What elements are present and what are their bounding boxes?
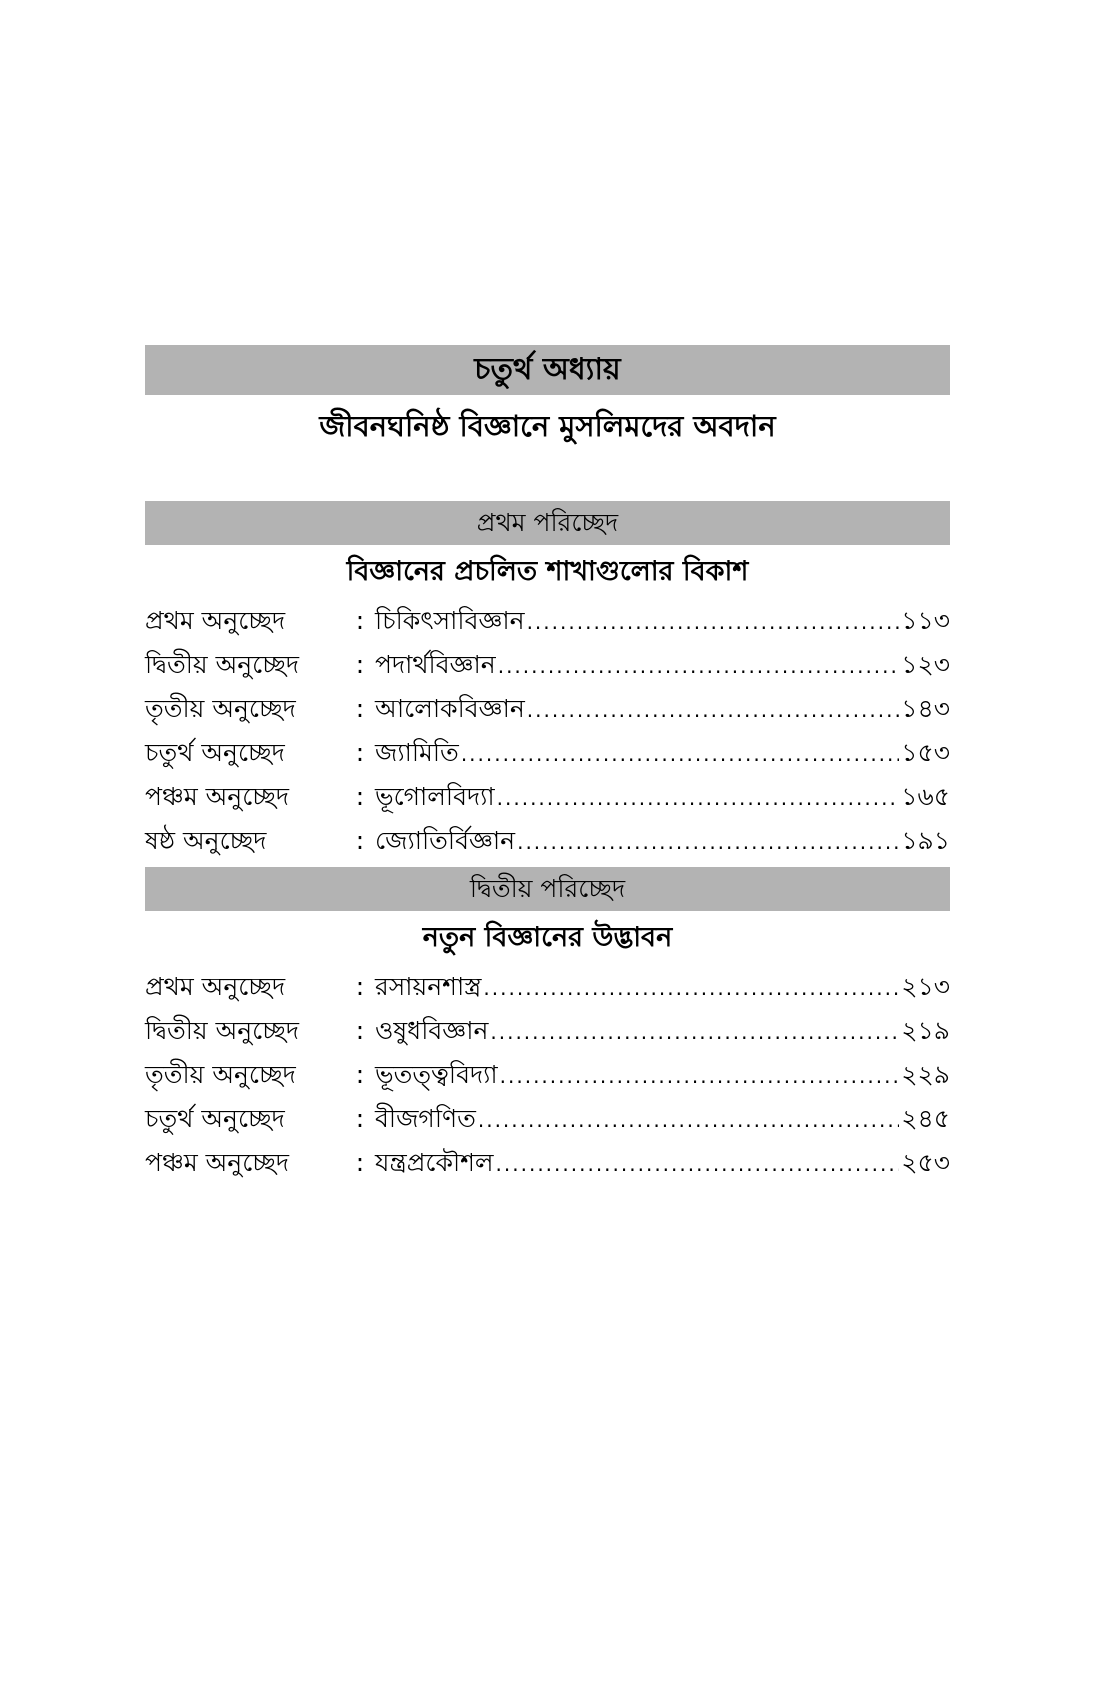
toc-entry	[145, 599, 950, 643]
toc-entry-label: চতুর্থ অনুচ্ছেদ	[145, 1104, 285, 1133]
toc-entry	[145, 687, 950, 731]
dot-leader	[497, 776, 900, 820]
dot-leader	[478, 1098, 899, 1142]
section-title: দ্বিতীয় পরিচ্ছেদ	[469, 874, 626, 903]
toc-entry-label: দ্বিতীয় অনুচ্ছেদ	[145, 650, 300, 679]
toc-entry-page: ১২৩	[901, 650, 950, 679]
toc-entry-page: ১৬৫	[901, 782, 950, 811]
chapter-heading-band	[145, 345, 950, 395]
section-heading-band	[145, 867, 950, 911]
toc-entry	[145, 1009, 950, 1053]
section-title: প্রথম পরিচ্ছেদ	[476, 508, 619, 537]
dot-leader	[483, 966, 899, 1010]
toc-separator: :	[355, 650, 365, 679]
toc-entry	[145, 731, 950, 775]
toc-separator: :	[355, 606, 365, 635]
toc-entry-page: ২২৯	[901, 1060, 950, 1089]
toc-entry-topic: ভূতত্ত্ববিদ্যা	[375, 1060, 498, 1089]
table-of-contents	[145, 345, 950, 1185]
dot-leader	[500, 1054, 900, 1098]
toc-separator: :	[355, 972, 365, 1001]
toc-entry-label: ষষ্ঠ অনুচ্ছেদ	[145, 826, 267, 855]
toc-entry-topic: যন্ত্রপ্রকৌশল	[375, 1148, 494, 1177]
toc-list	[145, 599, 950, 863]
toc-entry-topic: পদার্থবিজ্ঞান	[375, 650, 496, 679]
toc-entry-page: ১৯১	[901, 826, 950, 855]
toc-entry-page: ২১৯	[901, 1016, 950, 1045]
toc-entry-page: ১৪৩	[901, 694, 950, 723]
chapter-subtitle: জীবনঘনিষ্ঠ বিজ্ঞানে মুসলিমদের অবদান	[319, 409, 776, 443]
toc-separator: :	[355, 1104, 365, 1133]
toc-entry	[145, 643, 950, 687]
toc-separator: :	[355, 694, 365, 723]
toc-entry-label: তৃতীয় অনুচ্ছেদ	[145, 1060, 296, 1089]
toc-entry-page: ২৪৫	[901, 1104, 950, 1133]
section-heading-band	[145, 501, 950, 545]
toc-entry-topic: জ্যোতির্বিজ্ঞান	[375, 826, 516, 855]
section-subtitle: নতুন বিজ্ঞানের উদ্ভাবন	[422, 922, 673, 953]
toc-entry-topic: ওষুধবিজ্ঞান	[375, 1016, 489, 1045]
section-subtitle: বিজ্ঞানের প্রচলিত শাখাগুলোর বিকাশ	[346, 556, 749, 587]
toc-entry-page: ২১৩	[901, 972, 950, 1001]
toc-entry-topic: বীজগণিত	[375, 1104, 476, 1133]
toc-entry-topic: ভূগোলবিদ্যা	[375, 782, 495, 811]
toc-separator: :	[355, 1016, 365, 1045]
toc-entry-label: দ্বিতীয় অনুচ্ছেদ	[145, 1016, 300, 1045]
dot-leader	[498, 644, 900, 688]
dot-leader	[527, 600, 900, 644]
toc-entry-label: তৃতীয় অনুচ্ছেদ	[145, 694, 296, 723]
toc-entry-page: ১৫৩	[901, 738, 950, 767]
toc-entry-label: প্রথম অনুচ্ছেদ	[145, 972, 286, 1001]
toc-separator: :	[355, 1148, 365, 1177]
dot-leader	[490, 1010, 899, 1054]
toc-entry-label: চতুর্থ অনুচ্ছেদ	[145, 738, 285, 767]
toc-entry-label: পঞ্চম অনুচ্ছেদ	[145, 1148, 290, 1177]
toc-entry-page: ২৫৩	[901, 1148, 950, 1177]
dot-leader	[517, 820, 899, 864]
dot-leader	[496, 1142, 900, 1186]
toc-separator: :	[355, 1060, 365, 1089]
toc-entry-topic: রসায়নশাস্ত্র	[375, 972, 482, 1001]
toc-entry-label: পঞ্চম অনুচ্ছেদ	[145, 782, 290, 811]
toc-separator: :	[355, 826, 365, 855]
toc-entry	[145, 819, 950, 863]
chapter-title: চতুর্থ অধ্যায়	[474, 352, 621, 387]
toc-entry-topic: আলোকবিজ্ঞান	[375, 694, 525, 723]
toc-entry-page: ১১৩	[901, 606, 950, 635]
toc-entry-label: প্রথম অনুচ্ছেদ	[145, 606, 286, 635]
toc-entry	[145, 1141, 950, 1185]
toc-list	[145, 965, 950, 1185]
toc-separator: :	[355, 738, 365, 767]
toc-entry-topic: জ্যামিতি	[375, 738, 459, 767]
toc-entry	[145, 965, 950, 1009]
toc-separator: :	[355, 782, 365, 811]
toc-entry	[145, 1053, 950, 1097]
toc-entry	[145, 1097, 950, 1141]
dot-leader	[461, 732, 899, 776]
toc-entry	[145, 775, 950, 819]
dot-leader	[527, 688, 900, 732]
toc-entry-topic: চিকিৎসাবিজ্ঞান	[375, 606, 525, 635]
spacer	[145, 457, 950, 501]
